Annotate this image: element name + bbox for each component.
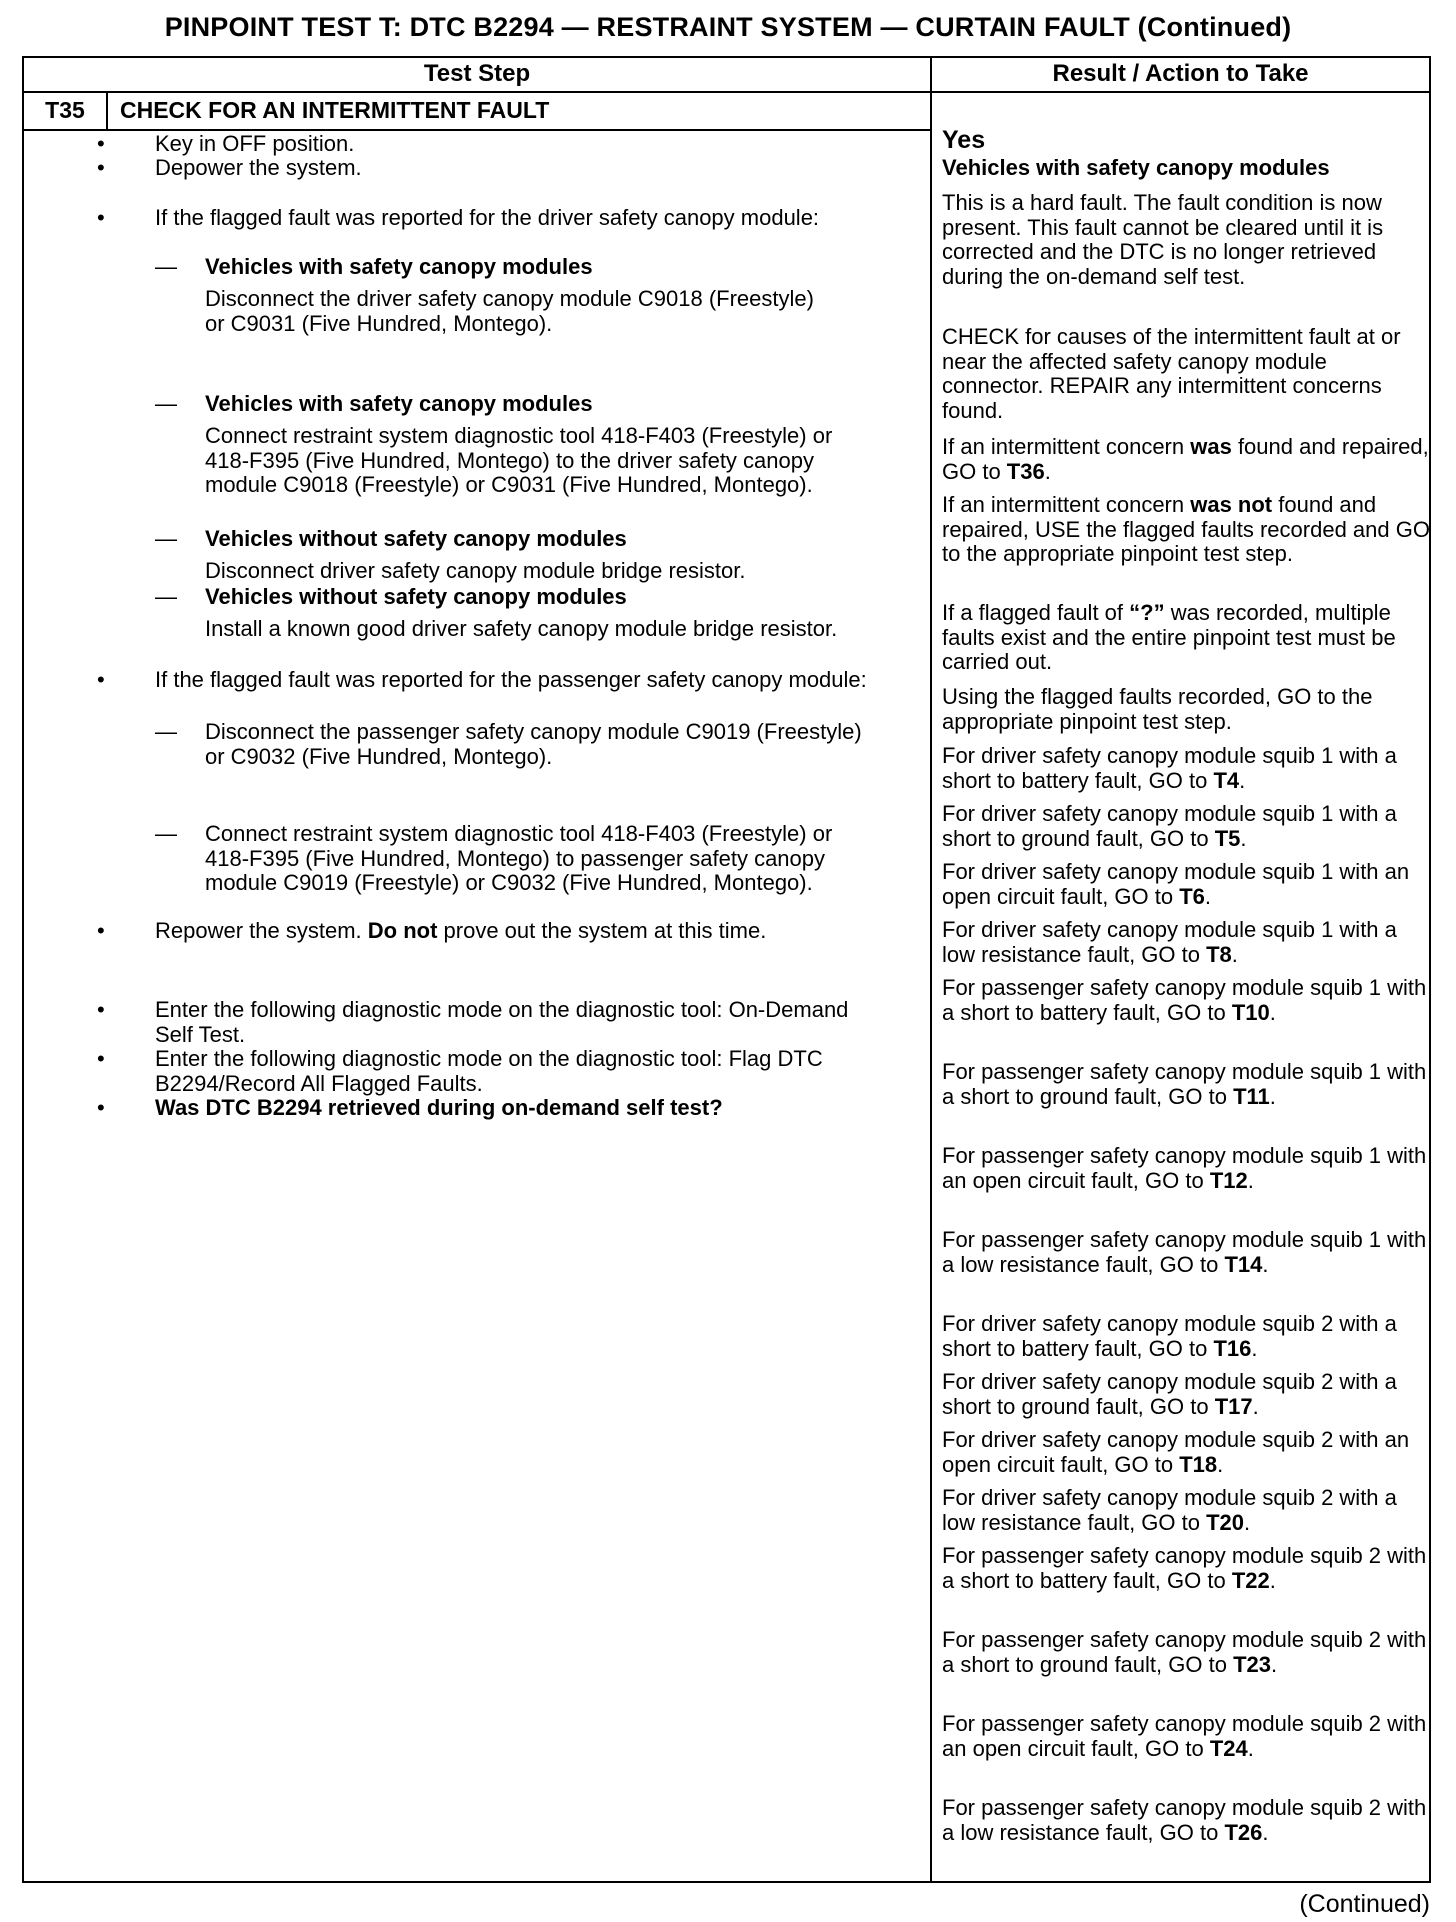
step-title: CHECK FOR AN INTERMITTENT FAULT (120, 97, 550, 123)
substep-text: Disconnect driver safety canopy module bridge resistor. (205, 558, 746, 583)
step-item-key-off: Key in OFF position. (155, 131, 355, 156)
step-item-mode-flag: Enter the following diagnostic mode on the diagnostic tool: Flag DTC B2294/Record All Flagged Faults. (155, 1046, 823, 1096)
result-goto-item: For driver safety canopy module squib 2 with an open circuit fault, GO to T18. (942, 1427, 1410, 1477)
step-question: Was DTC B2294 retrieved during on-demand self test? (155, 1095, 723, 1120)
result-subheading: Vehicles with safety canopy modules (942, 155, 1330, 180)
result-goto-item: For passenger safety canopy module squib 1 with an open circuit fault, GO to T12. (942, 1143, 1427, 1193)
goto-link-t10[interactable]: T10 (1231, 999, 1270, 1025)
goto-link-t17[interactable]: T17 (1214, 1393, 1253, 1419)
result-hard-fault: This is a hard fault. The fault condition is now present. This fault cannot be cleared until it is corrected and the DTC is no longer retrieved during the on-demand self test. (942, 190, 1384, 289)
result-goto-item: For passenger safety canopy module squib 2 with an open circuit fault, GO to T24. (942, 1711, 1427, 1761)
result-multiple-faults: If a flagged fault of “?” was recorded, multiple faults exist and the entire pinpoint test must be carried out. (942, 600, 1396, 674)
dash-mark: — (155, 254, 177, 279)
step-item-mode-self-test: Enter the following diagnostic mode on the diagnostic tool: On-Demand Self Test. (155, 997, 849, 1047)
result-concern-found: If an intermittent concern was found and repaired, GO to T36. (942, 434, 1429, 484)
dash-mark: — (155, 526, 177, 551)
result-yes: Yes (942, 126, 986, 154)
substep-heading: Vehicles with safety canopy modules (205, 254, 593, 279)
column-divider (930, 58, 932, 1881)
substep-text: Connect restraint system diagnostic tool 418-F403 (Freestyle) or 418-F395 (Five Hundred, Montego) to the driver safety canopy module C9018 (Freestyle) or C9031 (Five Hundred, Montego). (205, 423, 833, 497)
goto-link-t14[interactable]: T14 (1224, 1251, 1263, 1277)
goto-link-t4[interactable]: T4 (1213, 767, 1240, 793)
dash-mark: — (155, 719, 177, 744)
result-goto-item: For passenger safety canopy module squib 2 with a short to battery fault, GO to T22. (942, 1543, 1427, 1593)
dash-mark: — (155, 584, 177, 609)
step-id: T35 (24, 93, 108, 129)
goto-link-t12[interactable]: T12 (1209, 1167, 1248, 1193)
header-result: Result / Action to Take (1052, 60, 1309, 87)
bullet-mark: • (97, 1095, 105, 1120)
step-item-depower: Depower the system. (155, 155, 362, 180)
result-goto-item: For driver safety canopy module squib 1 with a short to ground fault, GO to T5. (942, 801, 1397, 851)
substep-heading: Vehicles with safety canopy modules (205, 391, 593, 416)
bullet-mark: • (97, 155, 105, 180)
result-goto-item: For driver safety canopy module squib 2 with a short to battery fault, GO to T16. (942, 1311, 1397, 1361)
result-concern-not-found: If an intermittent concern was not found and repaired, USE the flagged faults recorded and GO to the appropriate pinpoint test step. (942, 492, 1430, 566)
substep-heading: Vehicles without safety canopy modules (205, 584, 627, 609)
goto-link-t11[interactable]: T11 (1233, 1083, 1270, 1109)
step-item-driver-flagged: If the flagged fault was reported for the driver safety canopy module: (155, 205, 820, 230)
dash-mark: — (155, 391, 177, 416)
step-item-repower: Repower the system. Do not prove out the system at this time. (155, 918, 767, 943)
test-table (22, 56, 1431, 1883)
page-title: PINPOINT TEST T: DTC B2294 — RESTRAINT SYSTEM — CURTAIN FAULT (Continued) (164, 12, 1292, 42)
step-item-passenger-flagged: If the flagged fault was reported for the passenger safety canopy module: (155, 667, 867, 692)
bullet-mark: • (97, 997, 105, 1022)
result-goto-item: For driver safety canopy module squib 1 with a low resistance fault, GO to T8. (942, 917, 1397, 967)
result-goto-item: For driver safety canopy module squib 2 with a low resistance fault, GO to T20. (942, 1485, 1397, 1535)
result-check-causes: CHECK for causes of the intermittent fault at or near the affected safety canopy module connector. REPAIR any intermittent concerns found. (942, 324, 1401, 423)
goto-link-t5[interactable]: T5 (1214, 825, 1241, 851)
substep-text: Disconnect the driver safety canopy module C9018 (Freestyle) or C9031 (Five Hundred, Montego). (205, 286, 814, 336)
substep-text: Disconnect the passenger safety canopy module C9019 (Freestyle) or C9032 (Five Hundred, Montego). (205, 719, 862, 769)
bullet-mark: • (97, 1046, 105, 1071)
goto-link-t23[interactable]: T23 (1233, 1651, 1271, 1677)
result-goto-item: For passenger safety canopy module squib 1 with a short to battery fault, GO to T10. (942, 975, 1427, 1025)
header-test-step: Test Step (423, 60, 531, 87)
goto-link-t22[interactable]: T22 (1231, 1567, 1270, 1593)
goto-link-t8[interactable]: T8 (1206, 941, 1232, 967)
result-goto-item: For passenger safety canopy module squib 2 with a short to ground fault, GO to T23. (942, 1627, 1427, 1677)
step-row (24, 93, 930, 131)
bullet-mark: • (97, 918, 105, 943)
table-header (24, 58, 1429, 93)
result-goto-item: For passenger safety canopy module squib 1 with a short to ground fault, GO to T11. (942, 1059, 1427, 1109)
goto-link-t16[interactable]: T16 (1213, 1335, 1252, 1361)
dash-mark: — (155, 821, 177, 846)
result-goto-item: For driver safety canopy module squib 1 with a short to battery fault, GO to T4. (942, 743, 1397, 793)
result-goto-item: For passenger safety canopy module squib 2 with a low resistance fault, GO to T26. (942, 1795, 1427, 1845)
goto-link-t20[interactable]: T20 (1206, 1509, 1245, 1535)
bullet-mark: • (97, 667, 105, 692)
result-goto-item: For driver safety canopy module squib 1 with an open circuit fault, GO to T6. (942, 859, 1410, 909)
goto-link-t26[interactable]: T26 (1224, 1819, 1263, 1845)
goto-link-t24[interactable]: T24 (1209, 1735, 1248, 1761)
bullet-mark: • (97, 205, 105, 230)
substep-text: Install a known good driver safety canopy module bridge resistor. (205, 616, 838, 641)
continued-label: (Continued) (1299, 1890, 1430, 1918)
goto-link-t18[interactable]: T18 (1179, 1451, 1218, 1477)
substep-text: Connect restraint system diagnostic tool 418-F403 (Freestyle) or 418-F395 (Five Hundred, Montego) to passenger safety canopy module C9019 (Freestyle) or C9032 (Five Hundred, Montego). (205, 821, 833, 895)
bullet-mark: • (97, 131, 105, 156)
result-goto-item: For driver safety canopy module squib 2 with a short to ground fault, GO to T17. (942, 1369, 1397, 1419)
substep-heading: Vehicles without safety canopy modules (205, 526, 627, 551)
result-using-flagged: Using the flagged faults recorded, GO to the appropriate pinpoint test step. (942, 684, 1373, 734)
goto-link-t6[interactable]: T6 (1179, 883, 1205, 909)
result-goto-item: For passenger safety canopy module squib 1 with a low resistance fault, GO to T14. (942, 1227, 1427, 1277)
